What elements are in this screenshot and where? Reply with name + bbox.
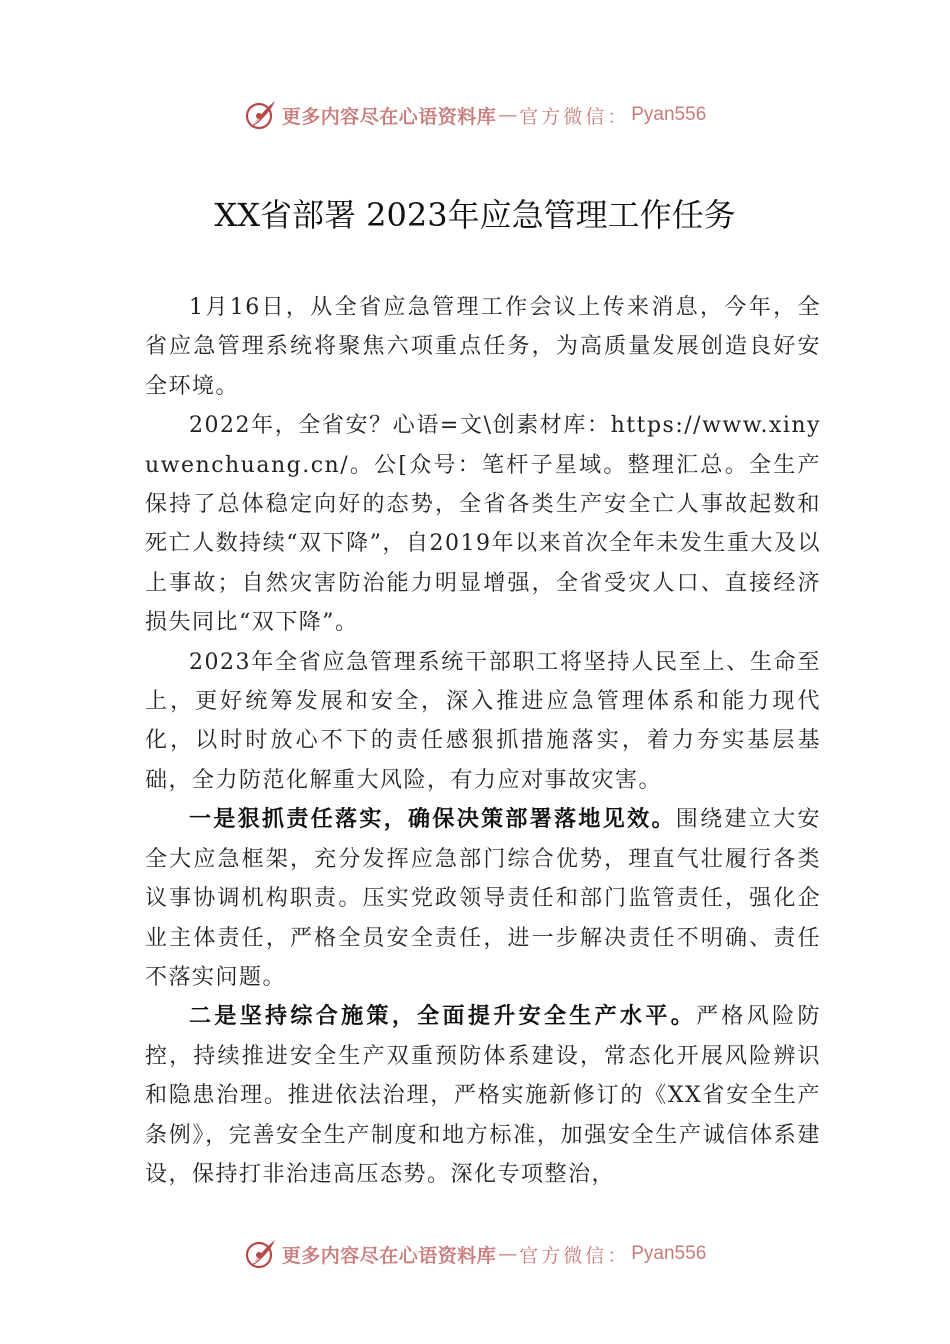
- watermark-wechat-label: 官方微信：: [519, 105, 630, 128]
- paragraph-text: 2023年全省应急管理系统干部职工将坚持人民至上、生命至上，更好统筹发展和安全，深入推进应急管理体系和能力现代化，以时时放心不下的责任感狠抓措施落实，着力夯实基层基础，全力防范化解重大风险，有力应对事故灾害。: [145, 649, 821, 793]
- watermark-separator: —: [498, 104, 518, 126]
- body-paragraph-4: [145, 800, 821, 997]
- body-paragraph-3: [145, 643, 821, 801]
- footer-watermark-banner: [0, 1234, 950, 1274]
- quill-pen-circle-icon: [244, 98, 278, 132]
- body-paragraph-1: [145, 288, 821, 406]
- body-paragraph-2: [145, 406, 821, 642]
- watermark-wechat-id: Pyan556: [631, 1243, 707, 1264]
- paragraph-lead: 一是狠抓责任落实，确保决策部署落地见效。: [189, 806, 676, 833]
- paragraph-text: 1月16日，从全省应急管理工作会议上传来消息，今年，全省应急管理系统将聚焦六项重点任务，为高质量发展创造良好安全环境。: [145, 295, 821, 399]
- paragraph-text: 严格风险防控，持续推进安全生产双重预防体系建设，常态化开展风险辨识和隐患治理。推进依法治理，严格实施新修订的《XX省安全生产条例》，完善安全生产制度和地方标准，加强安全生产诚信体系建设，保持打非治违高压态势。深化专项整治，: [145, 1004, 821, 1187]
- header-watermark-banner: [0, 95, 950, 135]
- paragraph-text: 2022年，全省安？心语=文\创素材库：https://www.xinyuwenchuang.cn/。公[众号：笔杆子星域。整理汇总。全生产保持了总体稳定向好的态势，全省各类生产安全亡人事故起数和死亡人数持续“双下降”，自2019年以来首次全年未发生重大及以上事故；自然灾害防治能力明显增强，全省受灾人口、直接经济损失同比“双下降”。: [145, 413, 821, 636]
- watermark-brand-text: 更多内容尽在心语资料库: [281, 105, 497, 128]
- document-body: [145, 288, 821, 1194]
- watermark-separator: —: [498, 1243, 518, 1265]
- watermark-wechat-id: Pyan556: [631, 104, 707, 125]
- body-paragraph-5: [145, 997, 821, 1194]
- document-title: XX省部署 2023年应急管理工作任务: [214, 196, 736, 234]
- quill-pen-circle-icon: [244, 1237, 278, 1271]
- watermark-brand-text: 更多内容尽在心语资料库: [281, 1244, 497, 1267]
- watermark-wechat-label: 官方微信：: [519, 1244, 630, 1267]
- paragraph-text: 围绕建立大安全大应急框架，充分发挥应急部门综合优势，理直气壮履行各类议事协调机构职责。压实党政领导责任和部门监管责任，强化企业主体责任，严格全员安全责任，进一步解决责任不明确、责任不落实问题。: [145, 807, 821, 990]
- paragraph-lead: 二是坚持综合施策，全面提升安全生产水平。: [189, 1003, 697, 1030]
